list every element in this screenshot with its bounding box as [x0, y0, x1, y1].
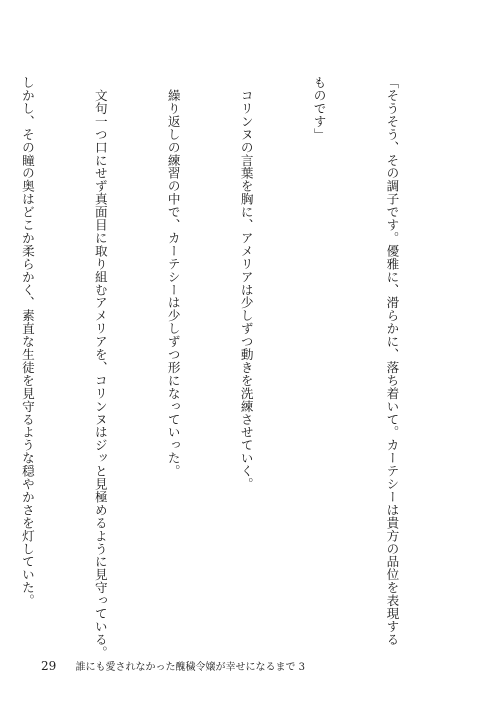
- book-title: 誰にも愛されなかった醜穢令嬢が幸せになるまで 3: [75, 662, 306, 673]
- text-line: しかし、その瞳の奥はどこか柔らかく、素直な生徒を見守るような穏やかさを灯していた。: [19, 76, 35, 607]
- text-line: 「そうそう、その調子です。優雅に、滑らかに、落ち着いて。カーテシーは貴方の品位を表現する: [384, 76, 400, 646]
- text-line: ものです」: [311, 76, 327, 141]
- text-line: コリンヌの言葉を胸に、アメリアは少しずつ動きを洗練させていく。: [238, 76, 254, 491]
- text-line: 文句一つ口にせず真面目に取り組むアメリアを、コリンヌはジッと見極めるように見守っている。: [92, 76, 108, 659]
- page-footer: [41, 658, 305, 673]
- page-number: 29: [41, 659, 57, 673]
- vertical-text-body: [0, 76, 452, 659]
- text-line: 繰り返しの練習の中で、カーテシーは少しずつ形になっていった。: [165, 76, 181, 478]
